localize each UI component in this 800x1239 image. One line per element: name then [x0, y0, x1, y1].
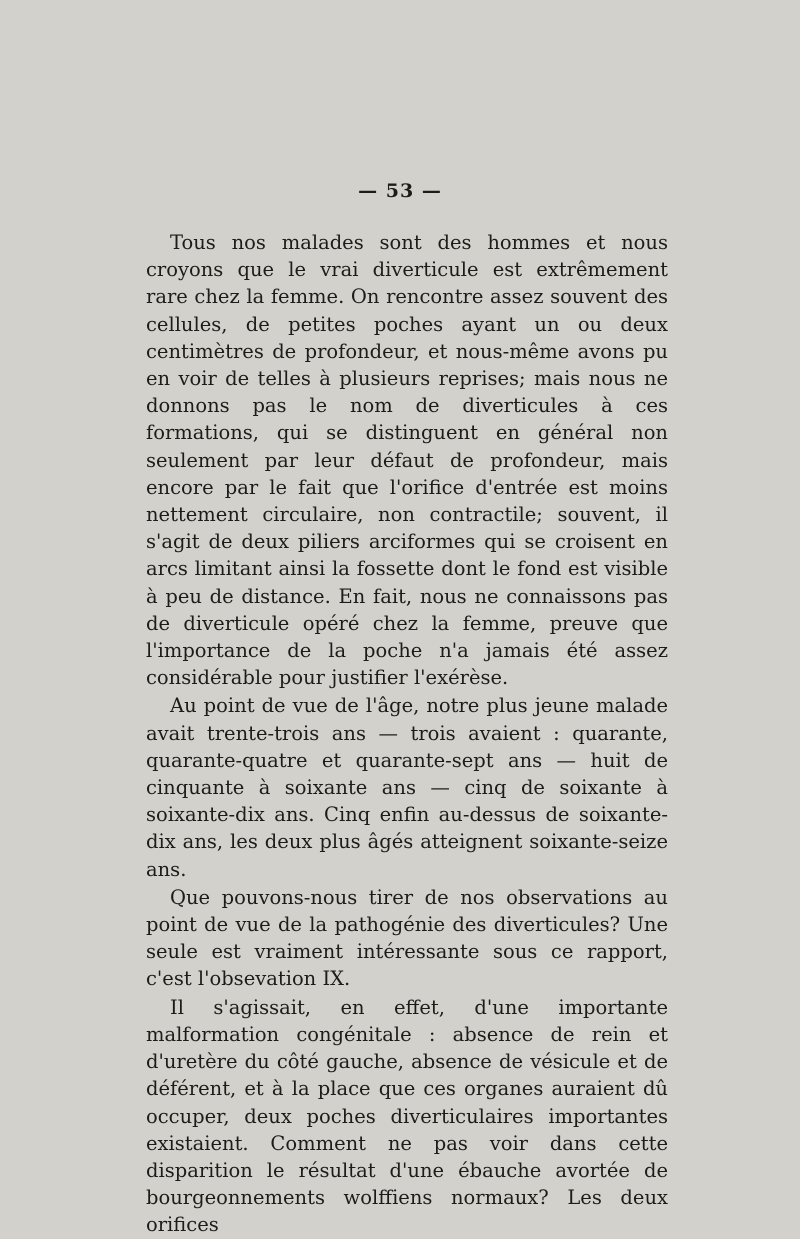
page-number: — 53 —	[358, 180, 442, 202]
paragraph-1: Tous nos malades sont des hommes et nous croyons que le vrai diverticule est extrêmement rare chez la femme. On rencontre assez souvent des cellules, de petites poches ayant un ou deux centimètres de profondeur, et nous-même avons pu en voir de telles à plusieurs reprises; mais nous ne donnons pas le nom de diverticules à ces formations, qui se distinguent en général non seulement par leur défaut de profondeur, mais encore par le fait que l'orifice d'entrée est moins nettement circulaire, non contractile; souvent, il s'agit de deux piliers arciformes qui se croisent en arcs limitant ainsi la fossette dont le fond est visible à peu de distance. En fait, nous ne connaissons pas de diverticule opéré chez la femme, preuve que l'importance de la poche n'a jamais été assez considérable pour justifier l'exérèse.	[146, 231, 668, 690]
paragraph-3: Que pouvons-nous tirer de nos observations au point de vue de la pathogénie des diverticules? Une seule est vraiment intéressante sous ce rapport, c'est l'obsevation IX.	[146, 885, 668, 991]
paragraph-4: Il s'agissait, en effet, d'une importante malformation congénitale : absence de rein et d'uretère du côté gauche, absence de vésicule et de déférent, et à la place que ces organes auraient dû occuper, deux poches diverticulaires importantes existaient. Comment ne pas voir dans cette disparition le résultat d'une ébauche avortée de bourgeonnements wolffiens normaux? Les deux orifices	[146, 995, 668, 1237]
body-text	[146, 229, 668, 1239]
paragraph-2: Au point de vue de l'âge, notre plus jeune malade avait trente-trois ans — trois avaient : quarante, quarante-quatre et quarante-sept ans — huit de cinquante à soixante ans — cinq de soixante à soixante-dix ans. Cinq enfin au-dessus de soixante-dix ans, les deux plus âgés atteignent soixante-seize ans.	[146, 694, 668, 881]
